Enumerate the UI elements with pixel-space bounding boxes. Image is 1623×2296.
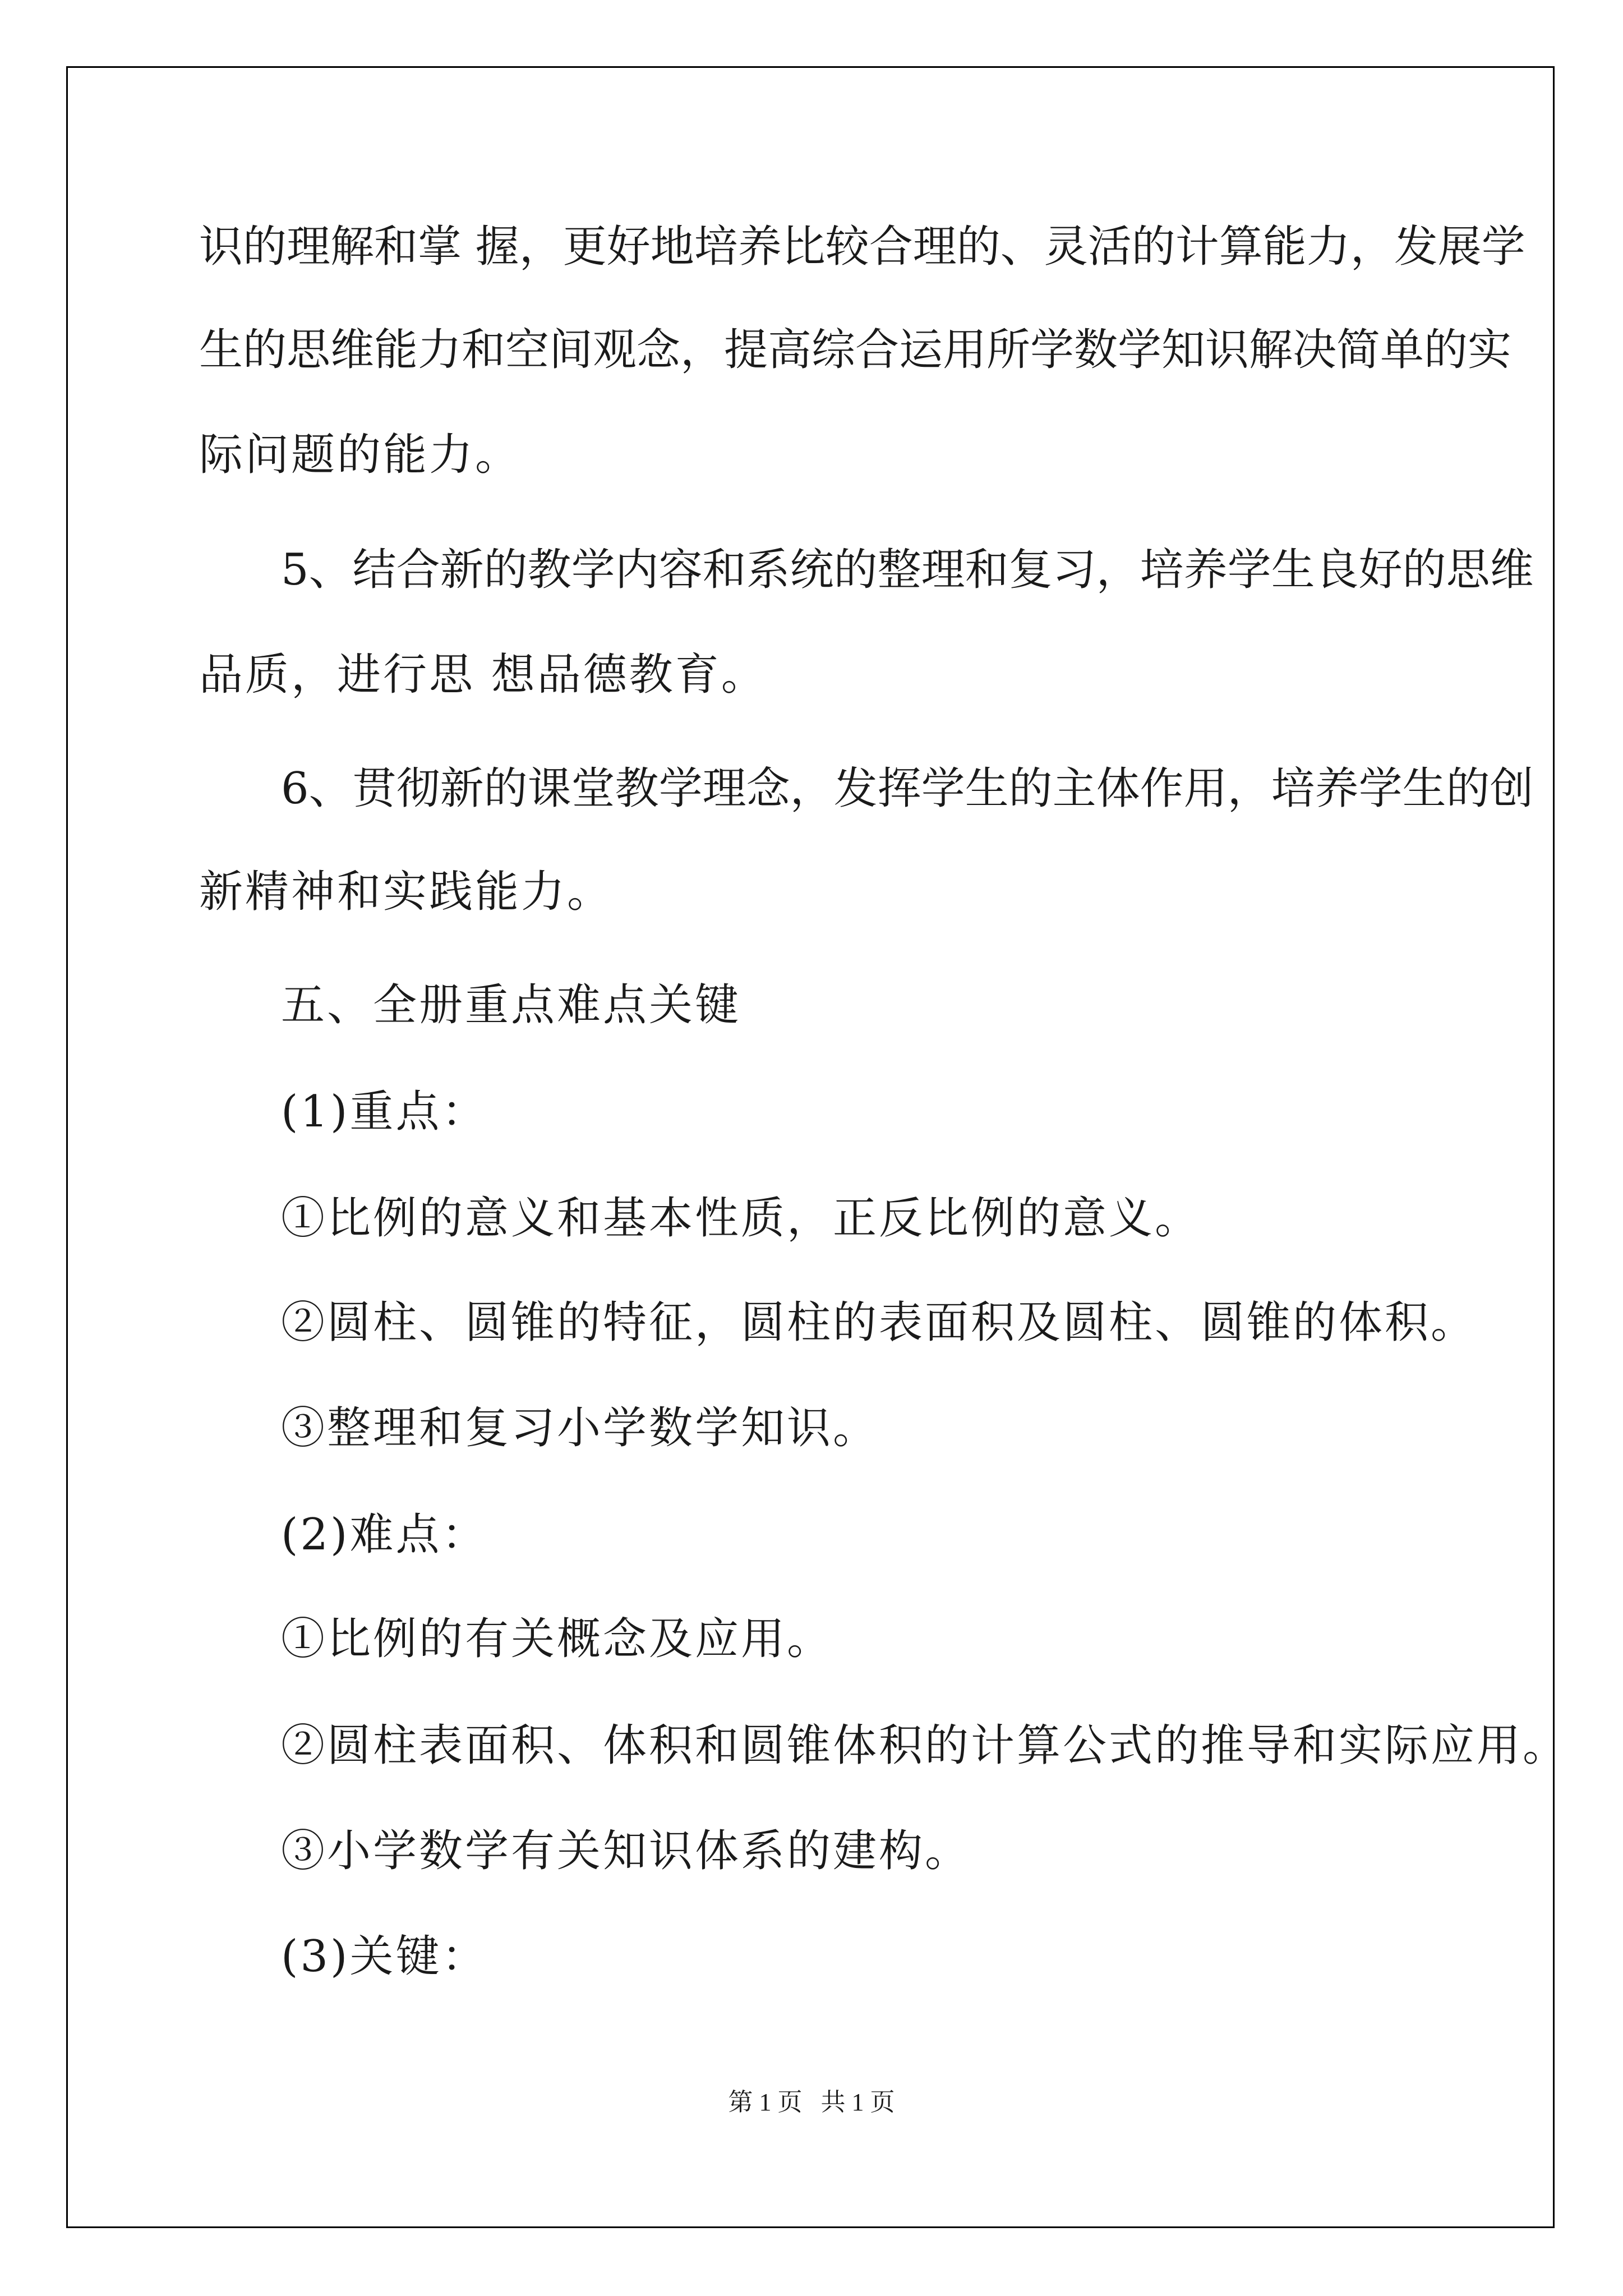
list-item: ①比例的意义和基本性质，正反比例的意义。: [281, 1193, 1201, 1244]
list-item: ③整理和复习小学数学知识。: [281, 1403, 879, 1453]
text-line: 新精神和实践能力。: [199, 867, 614, 917]
page-footer: 第 1 页 共 1 页: [728, 2088, 895, 2116]
subheading-difficulties: (2)难点：: [281, 1510, 488, 1560]
text-line: 际问题的能力。: [199, 430, 522, 480]
page-border: [66, 66, 1555, 2228]
text-line: 品质，进行思 想品德教育。: [199, 650, 767, 700]
text-line: 6、贯彻新的课堂教学理念，发挥学生的主体作用，培养学生的创: [281, 763, 1534, 814]
list-item: ②圆柱、圆锥的特征，圆柱的表面积及圆柱、圆锥的体积。: [281, 1297, 1477, 1348]
list-item: ①比例的有关概念及应用。: [281, 1614, 833, 1664]
subheading-keys: (3)关键：: [281, 1931, 488, 1982]
subheading-key-points: (1)重点：: [281, 1087, 488, 1137]
list-item: ②圆柱表面积、体积和圆锥体积的计算公式的推导和实际应用。: [281, 1720, 1569, 1771]
list-item: ③小学数学有关知识体系的建构。: [281, 1826, 971, 1876]
text-line: 生的思维能力和空间观念，提高综合运用所学数学知识解决简单的实: [199, 325, 1512, 375]
text-line: 识的理解和掌 握，更好地培养比较合理的、灵活的计算能力，发展学: [199, 222, 1525, 272]
section-heading: 五、全册重点难点关键: [281, 980, 741, 1030]
text-line: 5、结合新的教学内容和系统的整理和复习，培养学生良好的思维: [281, 545, 1534, 595]
